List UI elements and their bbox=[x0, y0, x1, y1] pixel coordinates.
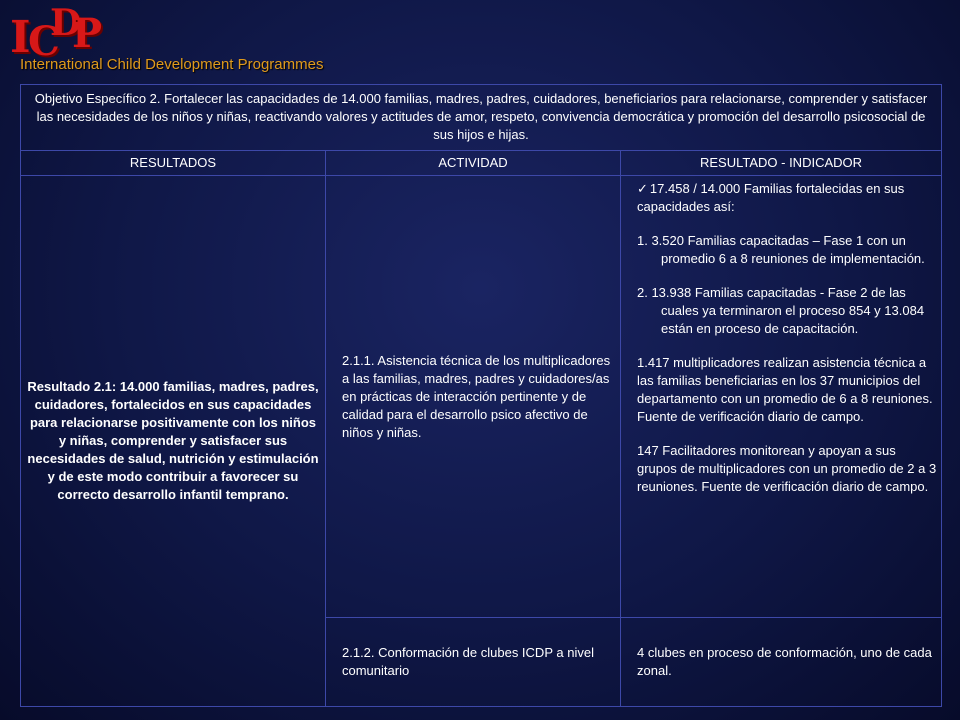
logo-letter-c: C bbox=[28, 18, 60, 65]
header-actividad: ACTIVIDAD bbox=[326, 151, 621, 176]
logo-letter-p: P bbox=[72, 10, 103, 57]
header-row bbox=[21, 151, 942, 176]
logo-tagline: International Child Development Programmes bbox=[20, 56, 324, 73]
result-text: Resultado 2.1: 14.000 familias, madres, padres, cuidadores, fortalecidos en sus capacidades para relacionarse positivamente con los niños y niñas, comprender y satisfacer sus necesidades de salud, nutrición y estimulación y de este modo contribuir a favorecer su correcto desarrollo infantil temprano. bbox=[21, 176, 326, 707]
logo-letter-d: D bbox=[50, 2, 82, 44]
icdp-logo bbox=[8, 4, 368, 76]
list-item: 1. 3.520 Familias capacitadas – Fase 1 con un promedio 6 a 8 reuniones de implementación. bbox=[637, 233, 925, 266]
indicator-2-1-2: 4 clubes en proceso de conformación, uno de cada zonal. bbox=[621, 618, 942, 707]
icdp-logo-mark bbox=[8, 2, 118, 65]
objective-text: Objetivo Específico 2. Fortalecer las capacidades de 14.000 familias, madres, padres, cuidadores, beneficiarios para relacionarse, comprender y satisfacer las necesidades de los niños y niñas, reactivando valores y actitudes de amor, respeto, convivencia democrática y promoción del desarrollo psicosocial de sus hijos e hijas. bbox=[21, 85, 942, 151]
indicator-2-1-1 bbox=[621, 176, 942, 618]
activity-2-1-1: 2.1.1. Asistencia técnica de los multiplicadores a las familias, madres, padres y cuidadores/as en prácticas de interacción pertinente y de calidad para el desarrollo psico afectivo de niños y niñas. bbox=[326, 176, 621, 618]
header-indicador: RESULTADO - INDICADOR bbox=[621, 151, 942, 176]
activity-2-1-2: 2.1.2. Conformación de clubes ICDP a nivel comunitario bbox=[326, 618, 621, 707]
list-item: 2. 13.938 Familias capacitadas - Fase 2 de las cuales ya terminaron el proceso 854 y 13.084 están en proceso de capacitación. bbox=[637, 285, 925, 336]
objective-row bbox=[21, 85, 942, 151]
table-row bbox=[21, 176, 942, 618]
logo-letter-i: I bbox=[10, 12, 31, 63]
indicator-paragraph: 1.417 multiplicadores realizan asistencia técnica a las familias beneficiarias en los 37 municipios del departamento con un promedio de 6 a 8 reuniones. Fuente de verificación diario de campo. bbox=[637, 355, 933, 424]
header-resultados: RESULTADOS bbox=[21, 151, 326, 176]
indicator-paragraph: 147 Facilitadores monitorean y apoyan a sus grupos de multiplicadores con un promedio de 2 a 3 reuniones. Fuente de verificación diario de campo. bbox=[637, 443, 937, 494]
checkmark-icon: ✓ bbox=[637, 181, 648, 196]
indicator-summary bbox=[637, 180, 937, 216]
indicator-summary-text: 17.458 / 14.000 Familias fortalecidas en sus capacidades así: bbox=[637, 181, 905, 214]
objective-table bbox=[20, 84, 942, 707]
